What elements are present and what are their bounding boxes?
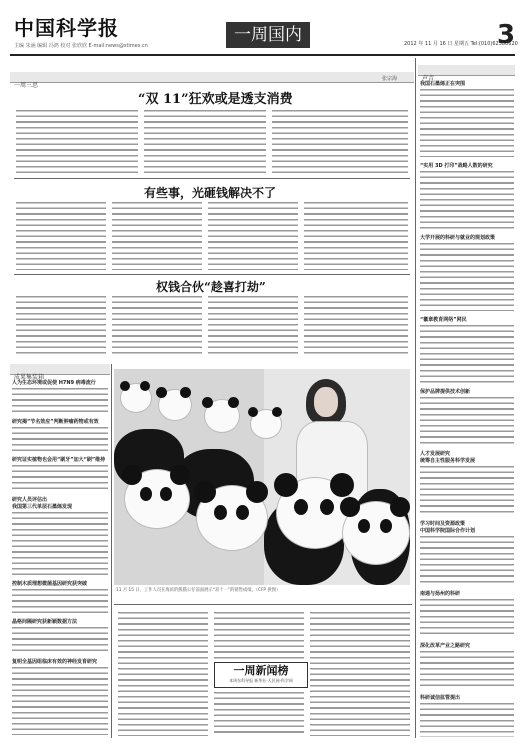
headline-2: 有些事，光砸钱解决不了 [144, 186, 277, 200]
right-item-text [420, 87, 514, 157]
column-header-bar [10, 72, 414, 89]
page-number: 3 [497, 20, 516, 50]
headline-3: 权钱合伙“趁喜打劫” [156, 280, 266, 294]
news-ranking-box [214, 662, 308, 688]
right-item-title: 深化改革产业之路研究 [420, 643, 471, 649]
right-item-title: “实用 3D 打印”战略人数的研究 [420, 163, 493, 169]
bottom-col-2-bottom [214, 690, 304, 736]
article-1-col-2 [144, 108, 266, 174]
brief-column-label: 成果集装箱 [14, 374, 45, 381]
column-divider [415, 58, 416, 738]
brief-item-title: 我国第三代单层石墨烯发现 [12, 504, 73, 510]
brief-column-divider [111, 364, 112, 738]
right-item-title: 中国科学院国际合作计划 [420, 528, 476, 534]
header-rule [10, 54, 515, 56]
bottom-col-2-top [214, 610, 304, 660]
article-2-col-2 [112, 200, 202, 270]
news-photo [114, 369, 410, 585]
person-face [314, 387, 338, 417]
news-ranking-title: 一周新闻榜 [233, 664, 289, 677]
bottom-divider [114, 604, 412, 605]
right-item-title: “徽章教育网络”网民 [420, 317, 467, 323]
article-2-col-1 [16, 200, 106, 270]
brief-column-header-bar [10, 364, 110, 381]
right-item-text [420, 597, 514, 637]
brief-item-title: 研究揭“节名效应”判断肿瘤药物或有效 [12, 419, 99, 425]
brief-item-title: 晶格间隔研究获新颖数据方法 [12, 619, 78, 625]
masthead-logo: 中国科学报 [14, 16, 119, 40]
article-3-col-2 [112, 294, 202, 356]
headline-1: “双 11”狂欢或是透支消费 [138, 92, 293, 107]
brief-item-title: 人为生态环境或促使 H7N9 病毒流行 [12, 380, 96, 386]
right-item-text [420, 323, 514, 383]
bottom-col-3 [310, 610, 410, 736]
brief-item-text [12, 510, 108, 576]
bottom-col-1 [118, 610, 208, 736]
article-3-col-1 [16, 294, 106, 356]
right-item-title: 大学开展的科研与就业的规划政策 [420, 235, 496, 241]
article-2-col-3 [208, 200, 298, 270]
right-item-text [420, 169, 514, 229]
brief-item-title: 控制木质理想微菌基因研究获突破 [12, 581, 88, 587]
right-item-title: 我国石墨烯正在突围 [420, 81, 466, 87]
right-column-header-bar [418, 65, 515, 82]
article-divider [14, 274, 410, 275]
brief-item-text [12, 386, 108, 414]
brief-item-text [12, 587, 108, 615]
right-item-text [420, 395, 514, 445]
brief-item-text [12, 463, 108, 491]
brief-item-title: 研究证实植物也会用“刷牙”加大“刷”维持 [12, 457, 106, 463]
article-1-col-1 [16, 108, 138, 174]
right-item-text [420, 534, 514, 584]
right-item-text [420, 464, 514, 514]
article-1-col-3 [272, 108, 408, 174]
section-title: 一周国内 [226, 22, 310, 48]
brief-item-title: 研究人员评估出 [12, 497, 48, 503]
article-3-col-3 [208, 294, 298, 356]
right-item-title: 学习时间及资源政策 [420, 521, 466, 527]
right-item-title: 统筹自主性服务科学发展 [420, 458, 476, 464]
right-item-title: 科研诚信监管提出 [420, 695, 461, 701]
masthead-subline: 主编 朱涵 编辑 冯鸿 校对 张欣欣 E-mail:news@stimes.cn [14, 43, 148, 49]
article-3-col-4 [304, 294, 408, 356]
right-item-title: 人才发展研究 [420, 451, 451, 457]
right-item-text [420, 241, 514, 311]
brief-item-text [12, 665, 108, 735]
right-item-title: 保护品牌提供技术创新 [420, 389, 471, 395]
article-divider [14, 178, 410, 179]
brief-item-text [12, 425, 108, 453]
right-item-text [420, 701, 514, 737]
issue-info: 2012 年 11 月 16 日 星期五 Tel:(010)62580620 [404, 41, 518, 47]
right-column-label: 声音 [422, 75, 435, 82]
brief-item-text [12, 625, 108, 653]
right-item-title: 南通与扬州的科研 [420, 591, 461, 597]
photo-caption: 11 月 15 日，工作人员在海滨的熊猫公仔前面展示“双十一”的销售成绩。（CFP 供图） [116, 588, 281, 593]
article-2-col-4 [304, 200, 408, 270]
right-item-text [420, 649, 514, 689]
brief-item-title: 复明全基因组临床有效的神经发育研究 [12, 659, 98, 665]
news-ranking-sub: 本周东科导报 新华社·人民网·科学网 [229, 678, 293, 683]
editor-name: 张宗海 [382, 76, 398, 82]
column-label: 一周三思 [14, 82, 39, 89]
